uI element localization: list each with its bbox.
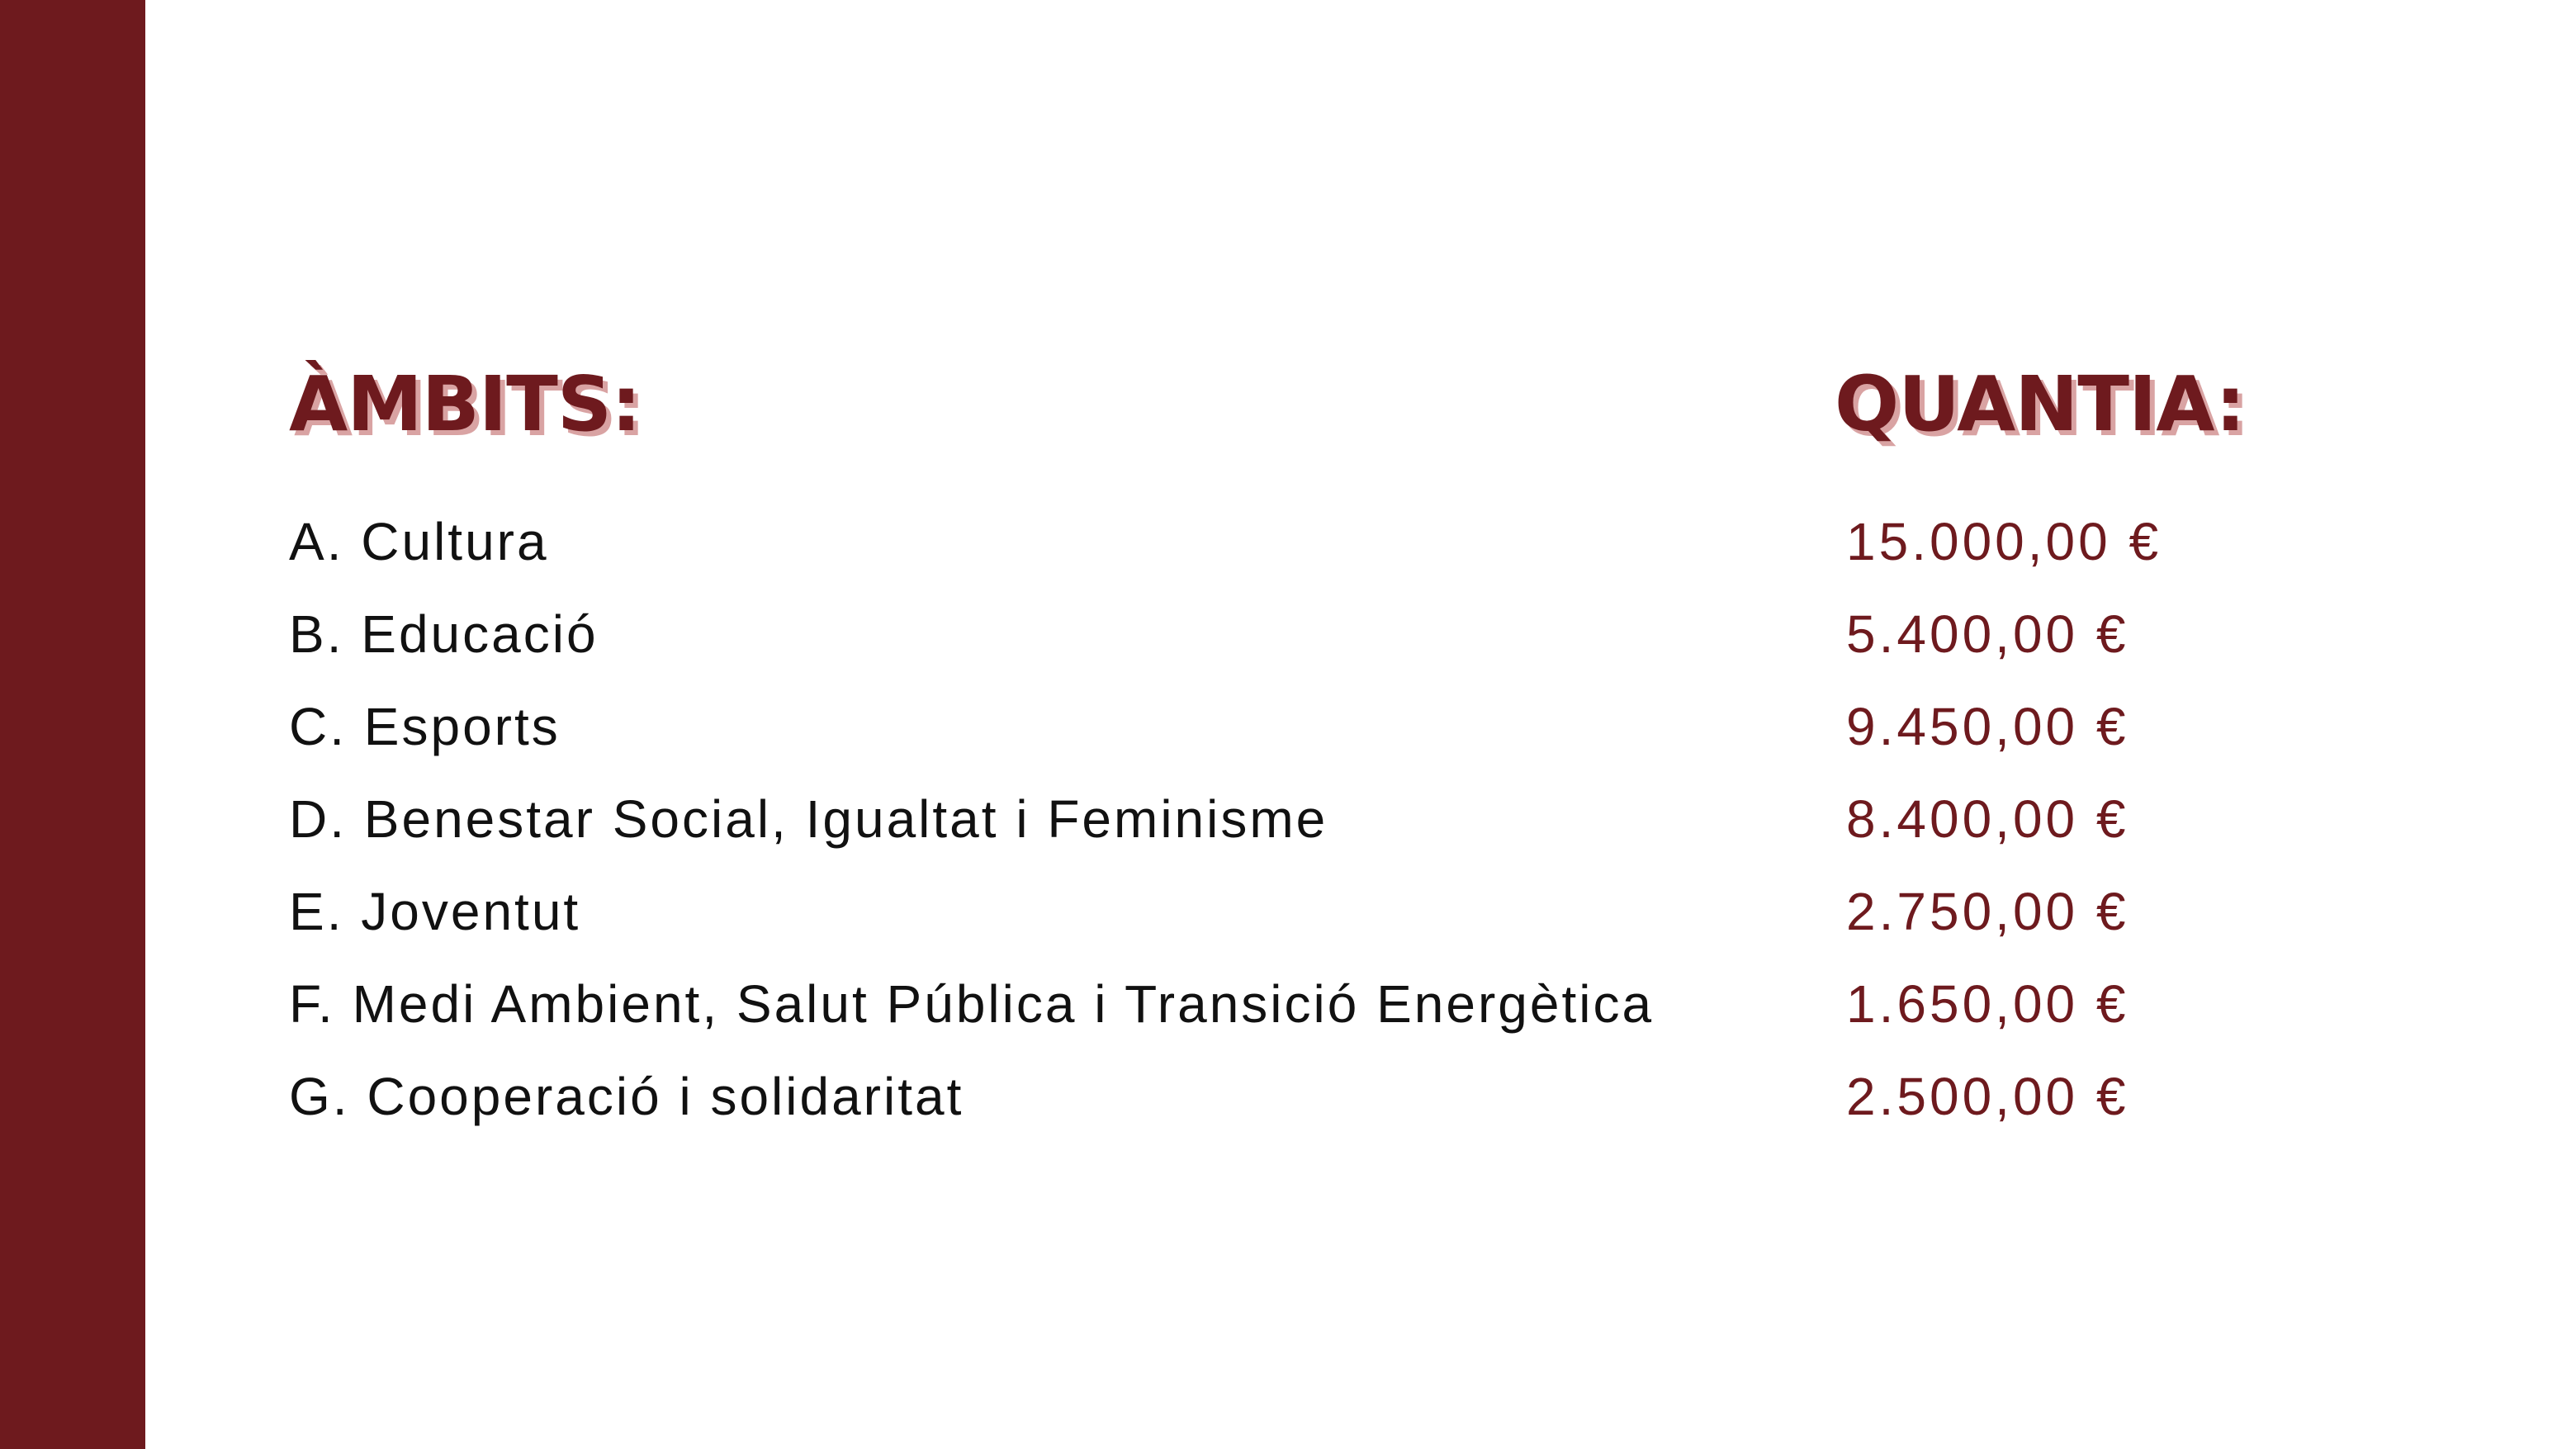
list-item — [0, 680, 2576, 773]
amount-value: 5.400,00 € — [1846, 604, 2129, 664]
list-item — [0, 495, 2576, 588]
amount-value: 1.650,00 € — [1846, 974, 2129, 1034]
list-item — [0, 588, 2576, 680]
ambit-label: E. Joventut — [289, 882, 581, 941]
ambit-label: G. Cooperació i solidaritat — [289, 1067, 964, 1126]
list-item — [0, 958, 2576, 1050]
quantia-heading: QUANTIA: — [1835, 360, 2245, 448]
amount-value: 2.750,00 € — [1846, 882, 2129, 941]
ambit-label: B. Educació — [289, 604, 599, 664]
amount-value: 9.450,00 € — [1846, 697, 2129, 756]
amount-value: 8.400,00 € — [1846, 789, 2129, 849]
list-item — [0, 865, 2576, 958]
ambit-label: F. Medi Ambient, Salut Pública i Transició Energètica — [289, 974, 1655, 1034]
list-item — [0, 773, 2576, 865]
budget-list — [0, 495, 2576, 1143]
ambits-heading: ÀMBITS: — [289, 360, 641, 448]
amount-value: 2.500,00 € — [1846, 1067, 2129, 1126]
ambit-label: C. Esports — [289, 697, 561, 756]
ambit-label: A. Cultura — [289, 512, 549, 571]
ambit-label: D. Benestar Social, Igualtat i Feminisme — [289, 789, 1328, 849]
list-item — [0, 1050, 2576, 1143]
amount-value: 15.000,00 € — [1846, 512, 2162, 571]
